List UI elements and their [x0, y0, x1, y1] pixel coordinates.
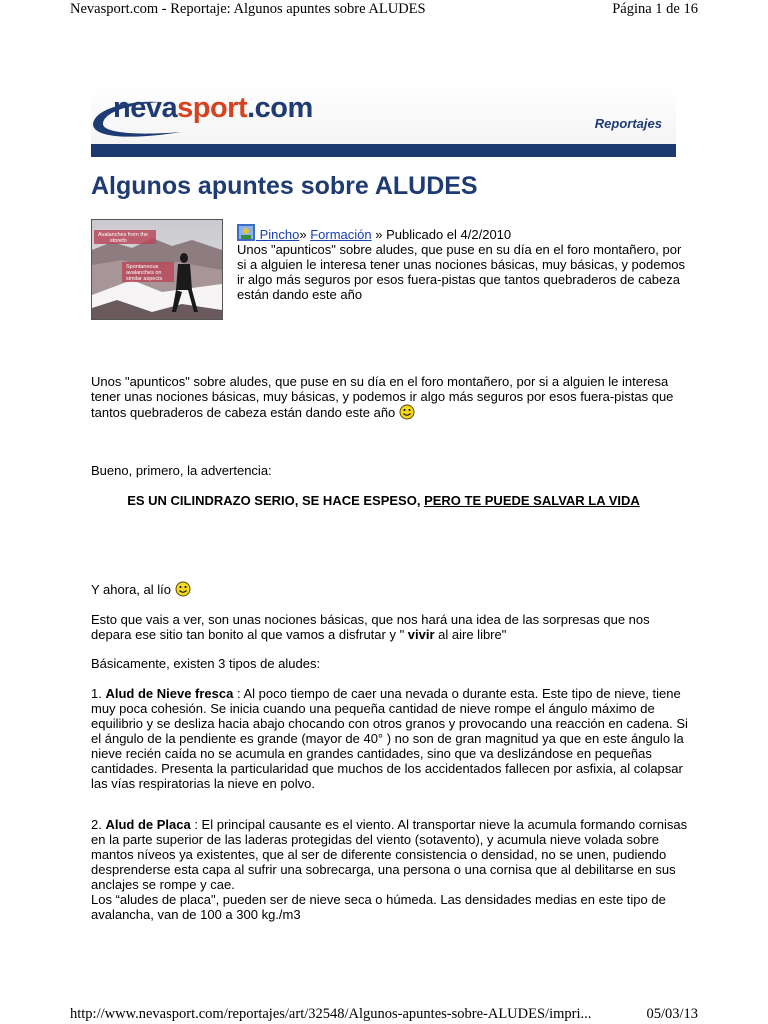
author-link[interactable]: Pincho	[256, 227, 300, 242]
article-meta	[237, 224, 687, 302]
print-footer-url: http://www.nevasport.com/reportajes/art/32548/Algunos-apuntes-sobre-ALUDES/impri...	[70, 1006, 592, 1022]
article-thumbnail[interactable]	[91, 219, 223, 320]
smiley-icon	[175, 581, 191, 597]
type1-paragraph: 1. Alud de Nieve fresca : Al poco tiempo de caer una nevada o durante esta. Este tipo de nieve, tiene muy poca cohesión. Se inicia cuando una pequeña cantidad de nieve rompe el ángulo máximo de equilibrio y se desliza hacia abajo chocando con otros granos y provocando una reacción en cadena. Si el ángulo de la pendiente es grande (mayor de 40° ) no son de gran magnitud ya que en este ángulo la nieve recién caída no se acumula en grandes cantidades, sino que va deslizándose en pequeñas cantidades. Presenta la particularidad que muchos de los accidentados fallecen por asfixia, al colapsar las vías respiratorias la nieve en polvo.	[91, 686, 688, 791]
user-avatar-icon[interactable]	[237, 224, 255, 241]
article-title: Algunos apuntes sobre ALUDES	[91, 172, 478, 200]
category-link[interactable]: Formación	[310, 227, 372, 242]
print-header-page: Página 1 de 16	[612, 1, 698, 17]
thumb-caption-mid: Spontaneous avalanches on similar aspects	[126, 264, 163, 282]
print-header	[70, 0, 698, 20]
site-logo[interactable]	[91, 86, 361, 142]
print-header-title: Nevasport.com - Reportaje: Algunos apuntes sobre ALUDES	[70, 1, 426, 17]
section-label[interactable]: Reportajes	[594, 116, 662, 131]
meta-separator: »	[299, 227, 311, 242]
type2-paragraph: 2. Alud de Placa : El principal causante es el viento. Al transportar nieve la acumula formando cornisas en la parte superior de las laderas protegidas del viento (sotavento), y acumula nieve volada sobre mantos níveos ya existentes, que al ser de diferente consistencia o densidad, no se unen, pudiendo desprenderse esta capa al sufrir una sobrecarga, una persona o una cornisa que al debilitarse en sus anclajes se rompe y cae. Los “aludes de placa", pueden ser de nieve seca o húmeda. Las densidades medias en este tipo de avalancha, van de 100 a 300 kg./m3	[91, 817, 688, 922]
print-footer	[70, 1006, 698, 1024]
meta-line	[237, 224, 687, 242]
advertencia-paragraph: Bueno, primero, la advertencia:	[91, 463, 272, 478]
basicamente-paragraph: Básicamente, existen 3 tipos de aludes:	[91, 656, 321, 671]
intro-paragraph: Unos "apunticos" sobre aludes, que puse en su día en el foro montañero, por si a alguien le interesa tener unas nociones básicas, muy básicas, y podemos ir algo más seguros por esos fuera-pistas que tantos quebraderos de cabeza están dando este año	[91, 374, 674, 420]
logo-wordmark: nevasport.com	[113, 92, 313, 124]
avalanche-photo-icon	[92, 220, 222, 319]
banner-bar	[91, 144, 676, 157]
esto-paragraph: Esto que vais a ver, son unas nociones básicas, que nos hará una idea de las sorpresas que nos depara ese sitio tan bonito al que vamos a disfrutar y " vivir al aire libre"	[91, 612, 650, 642]
warning-text: ES UN CILINDRAZO SERIO, SE HACE ESPESO, PERO TE PUEDE SALVAR LA VIDA	[127, 493, 640, 508]
smiley-icon	[399, 404, 415, 420]
site-banner	[91, 86, 676, 144]
print-footer-date: 05/03/13	[646, 1006, 698, 1022]
thumb-caption-top: Avalanches from the storefo	[98, 232, 149, 244]
y-ahora-paragraph: Y ahora, al lío	[91, 581, 691, 597]
published-date: » Publicado el 4/2/2010	[371, 227, 512, 242]
article-summary: Unos "apunticos" sobre aludes, que puse en su día en el foro montañero, por si a alguien le interesa tener unas nociones básicas, muy básicas, y podemos ir algo más seguros por esos fuera-pistas que tantos quebraderos de cabeza están dando este año	[237, 242, 686, 302]
